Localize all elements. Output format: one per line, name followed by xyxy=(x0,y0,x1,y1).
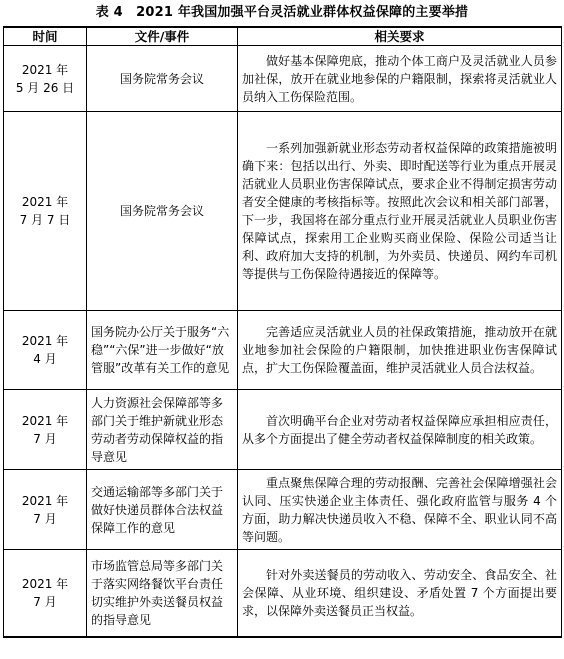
cell-requirement: 针对外卖送餐员的劳动收入、劳动安全、食品安全、社会保障、从业环境、组织建设、矛盾处置 7 个方面提出要求，以保障外卖送餐员正当权益。 xyxy=(238,550,562,638)
cell-file: 国务院办公厅关于服务“六稳”“六保”进一步做好“放管服”改革有关工作的意见 xyxy=(87,311,238,390)
cell-requirement: 首次明确平台企业对劳动者权益保障应承担相应责任，从多个方面提出了健全劳动者权益保障制度的相关政策。 xyxy=(238,390,562,470)
cell-file: 人力资源社会保障部等多部门关于维护新就业形态劳动者劳动保障权益的指导意见 xyxy=(87,390,238,470)
header-requirement: 相关要求 xyxy=(238,27,562,46)
cell-requirement: 完善适应灵活就业人员的社保政策措施，推动放开在就业地参加社会保险的户籍限制，加快推进职业伤害保障试点，扩大工伤保险覆盖面，维护灵活就业人员合法权益。 xyxy=(238,311,562,390)
cell-time: 2021 年 7 月 xyxy=(4,390,87,470)
table-title: 表 4 2021 年我国加强平台灵活就业群体权益保障的主要举措 xyxy=(95,5,469,20)
table-header-row xyxy=(4,27,562,46)
table-row xyxy=(4,550,562,638)
table-row xyxy=(4,311,562,390)
cell-time: 2021 年 7 月 7 日 xyxy=(4,112,87,311)
cell-time: 2021 年 7 月 xyxy=(4,470,87,550)
table-row xyxy=(4,112,562,311)
cell-requirement: 做好基本保障兜底，推动个体工商户及灵活就业人员参加社保，放开在就业地参保的户籍限制，探索将灵活就业人员纳入工伤保险范围。 xyxy=(238,46,562,112)
cell-time: 2021 年 5 月 26 日 xyxy=(4,46,87,112)
cell-requirement: 重点聚焦保障合理的劳动报酬、完善社会保障增强社会认同、压实快递企业主体责任、强化政府监管与服务 4 个方面，助力解决快递员收入不稳、保障不全、职业认同不高等问题。 xyxy=(238,470,562,550)
table-row xyxy=(4,46,562,112)
cell-time: 2021 年 4 月 xyxy=(4,311,87,390)
header-time: 时间 xyxy=(4,27,87,46)
cell-file: 国务院常务会议 xyxy=(87,112,238,311)
table-row xyxy=(4,390,562,470)
header-file: 文件/事件 xyxy=(87,27,238,46)
cell-time: 2021 年 7 月 xyxy=(4,550,87,638)
table-row xyxy=(4,470,562,550)
cell-file: 国务院常务会议 xyxy=(87,46,238,112)
measures-table xyxy=(3,26,562,638)
cell-file: 交通运输部等多部门关于做好快递员群体合法权益保障工作的意见 xyxy=(87,470,238,550)
cell-requirement: 一系列加强新就业形态劳动者权益保障的政策措施被明确下来：包括以出行、外卖、即时配送等行业为重点开展灵活就业人员职业伤害保障试点，要求企业不得制定损害劳动者安全健康的考核指标等。按照此次会议和相关部门部署，下一步，我国将在部分重点行业开展灵活就业人员职业伤害保障试点，探索用工企业购买商业保险、保险公司适当让利、政府加大支持的机制，为外卖员、快递员、网约车司机等提供与工伤保险待遇接近的保障等。 xyxy=(238,112,562,311)
cell-file: 市场监管总局等多部门关于落实网络餐饮平台责任 切实维护外卖送餐员权益的指导意见 xyxy=(87,550,238,638)
